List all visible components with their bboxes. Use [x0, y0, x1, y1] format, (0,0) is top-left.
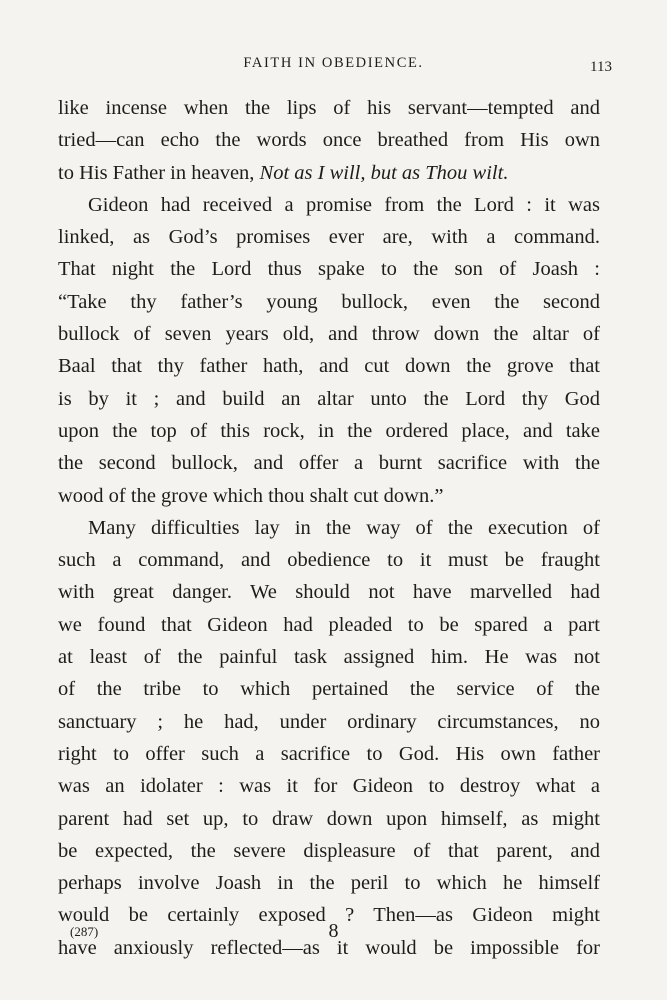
text-line: at least of the painful task assigned him. He was not: [58, 646, 600, 669]
text-line: of the tribe to which pertained the service of the: [58, 678, 600, 701]
page-number: 113: [590, 59, 612, 75]
text-line: upon the top of this rock, in the ordered place, and take: [58, 419, 600, 442]
text-line: That night the Lord thus spake to the son of Joash :: [58, 258, 600, 281]
paragraph-first-line: Many difficulties lay in the way of the execution of: [88, 516, 600, 539]
text-line-segment: to His Father in heaven,: [58, 161, 255, 184]
text-line: have anxiously reflected—as it would be impossible for: [58, 936, 600, 959]
text-line: perhaps involve Joash in the peril to which he himself: [58, 872, 600, 895]
text-line: “Take thy father’s young bullock, even the second: [58, 290, 600, 313]
text-line: bullock of seven years old, and throw down the altar of: [58, 323, 600, 346]
text-line: would be certainly exposed ? Then—as Gideon might: [58, 904, 600, 927]
text-line: linked, as God’s promises ever are, with a command.: [58, 226, 600, 249]
body-text: [58, 92, 600, 964]
text-line: like incense when the lips of his servant—tempted and: [58, 97, 600, 119]
running-head: [0, 55, 667, 79]
paragraph-first-line: Gideon had received a promise from the Lord : it was: [88, 193, 600, 216]
text-line: is by it ; and build an altar unto the Lord thy God: [58, 387, 600, 410]
text-line: [58, 157, 600, 189]
text-line: parent had set up, to draw down upon himself, as might: [58, 807, 600, 830]
text-line: tried—can echo the words once breathed from His own: [58, 129, 600, 152]
text-line: the second bullock, and offer a burnt sacrifice with the: [58, 452, 600, 475]
text-line: be expected, the severe displeasure of that parent, and: [58, 839, 600, 862]
text-line: sanctuary ; he had, under ordinary circumstances, no: [58, 710, 600, 733]
text-line: such a command, and obedience to it must be fraught: [58, 549, 600, 572]
text-line: with great danger. We should not have marvelled had: [58, 581, 600, 604]
text-line: right to offer such a sacrifice to God. His own father: [58, 742, 600, 765]
text-line: we found that Gideon had pleaded to be spared a part: [58, 613, 600, 636]
text-line: was an idolater : was it for Gideon to destroy what a: [58, 775, 600, 798]
printer-mark: (287): [70, 924, 99, 939]
text-line: wood of the grove which thou shalt cut down.”: [58, 484, 444, 507]
signature-number: 8: [328, 920, 339, 942]
text-line: Baal that thy father hath, and cut down the grove that: [58, 355, 600, 378]
page-footer: [0, 918, 667, 948]
running-title: FAITH IN OBEDIENCE.: [243, 55, 424, 71]
italic-quotation: Not as I will, but as Thou wilt.: [259, 161, 509, 184]
